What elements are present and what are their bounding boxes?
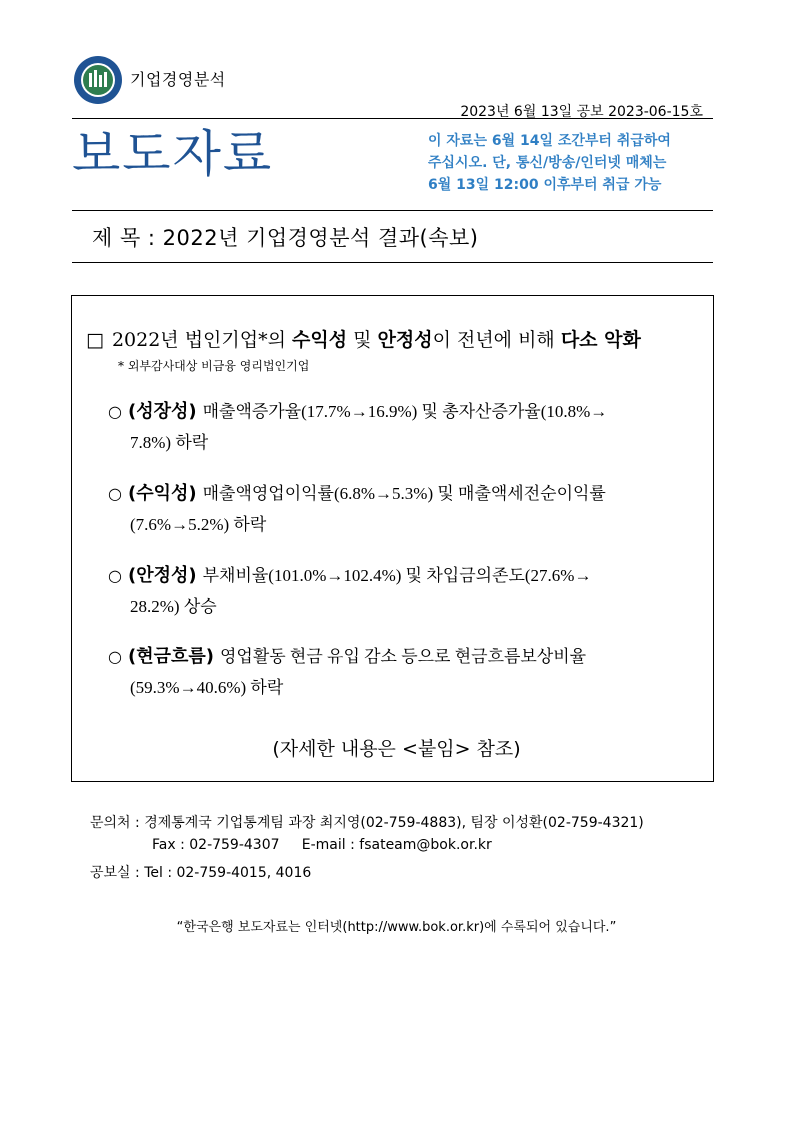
bullet-cashflow	[108, 641, 708, 703]
circle-bullet-icon: ○	[108, 647, 122, 666]
circle-bullet-icon: ○	[108, 484, 122, 503]
bullet-text-continued: (7.6%→5.2%) 하락	[130, 515, 267, 534]
release-info: 2023년 6월 13일 공보 2023-06-15호	[460, 104, 703, 120]
bullet-label: (안정성)	[127, 565, 197, 586]
subject-top-rule	[72, 210, 713, 211]
bullet-text-continued: 7.8%) 하락	[130, 433, 209, 452]
bullet-profitability	[108, 478, 708, 540]
headline-emphasis: 다소 악화	[560, 329, 641, 351]
circle-bullet-icon: ○	[108, 566, 122, 585]
subject-bottom-rule	[72, 262, 713, 263]
headline-text: 2022년 법인기업*의	[111, 329, 293, 351]
see-attachment-note: (자세한 내용은 <붙임> 참조)	[272, 738, 521, 760]
org-name: 기업경영분석	[130, 70, 226, 89]
embargo-line: 6월 13일 12:00 이후부터 취급 가능	[428, 177, 662, 193]
contact-inquiry: 문의처 : 경제통계국 기업통계팀 과장 최지영(02-759-4883), 팀장 이성환(02-759-4321)	[90, 815, 644, 831]
bullet-text: 매출액증가율(17.7%→16.9%) 및 총자산증가율(10.8%→	[202, 402, 608, 421]
subject-title: 제 목 : 2022년 기업경영분석 결과(속보)	[92, 226, 479, 250]
page-title: 보도자료	[72, 125, 274, 183]
headline-text: 이 전년에 비해	[432, 329, 561, 351]
bullet-text-continued: 28.2%) 상승	[130, 597, 217, 616]
headline-emphasis: 안정성	[377, 329, 433, 351]
footer-website-note: “한국은행 보도자료는 인터넷(http://www.bok.or.kr)에 수록되어 있습니다.”	[176, 920, 617, 935]
headline-emphasis: 수익성	[292, 329, 348, 351]
circle-bullet-icon: ○	[108, 402, 122, 421]
embargo-line: 이 자료는 6월 14일 조간부터 취급하여	[428, 133, 671, 149]
bullet-label: (수익성)	[127, 483, 197, 504]
contact-pr-office: 공보실 : Tel : 02-759-4015, 4016	[90, 865, 312, 881]
checkbox-square-icon: □	[86, 329, 104, 351]
headline-footnote: * 외부감사대상 비금융 영리법인기업	[118, 359, 310, 373]
bullet-label: (현금흐름)	[127, 646, 214, 667]
bullet-text: 매출액영업이익률(6.8%→5.3%) 및 매출액세전순이익률	[202, 484, 606, 503]
bullet-text-continued: (59.3%→40.6%) 하락	[130, 678, 284, 697]
bok-emblem-logo	[73, 55, 123, 105]
bullet-text: 영업활동 현금 유입 감소 등으로 현금흐름보상비율	[219, 647, 587, 666]
embargo-notice	[428, 130, 671, 196]
bullet-growth	[108, 396, 708, 458]
contact-fax-email: Fax : 02-759-4307 E-mail : fsateam@bok.or.kr	[152, 837, 492, 853]
bullet-stability	[108, 560, 708, 622]
headline-text: 및	[347, 329, 378, 351]
embargo-line: 주십시오. 단, 통신/방송/인터넷 매체는	[428, 155, 667, 171]
bullet-label: (성장성)	[127, 401, 197, 422]
summary-headline	[86, 325, 641, 352]
bullet-text: 부채비율(101.0%→102.4%) 및 차입금의존도(27.6%→	[202, 566, 592, 585]
